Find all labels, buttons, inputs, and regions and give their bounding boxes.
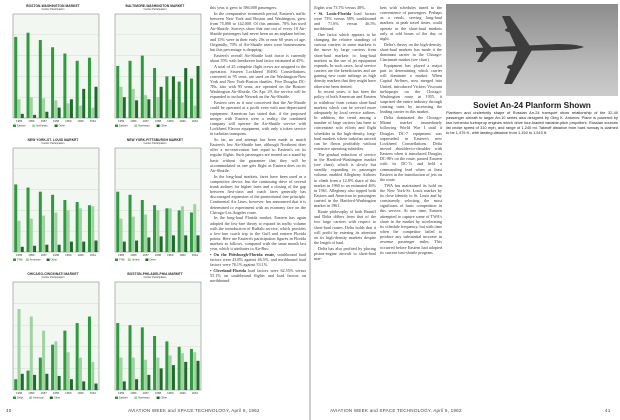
legend-label: Other: [58, 124, 66, 128]
chart-bar: [21, 374, 24, 390]
chart-bar: [76, 323, 79, 390]
chart-bar: [132, 89, 135, 118]
chart-bar: [79, 106, 82, 118]
legend-swatch: [115, 397, 118, 400]
chart-tick-label: 1960: [179, 391, 186, 395]
chart-bar: [116, 66, 119, 118]
article-paragraph: flights was 73.7% versus 48%.: [314, 5, 366, 10]
chart-bar: [156, 210, 159, 252]
chart-bar: [79, 358, 82, 390]
chart-bar: [141, 327, 144, 390]
chart-title: BALTIMORE-WASHINGTON MARKET: [125, 4, 185, 8]
chart-tick-label: 1961: [191, 391, 198, 395]
chart-bar: [30, 97, 33, 118]
chart-bar: [190, 78, 193, 118]
chart-tick-label: 1961: [89, 119, 96, 123]
chart-tick-label: 1961: [89, 391, 96, 395]
chart-bar: [27, 188, 30, 252]
chart-bar: [181, 353, 184, 390]
chart-tick-label: 1955: [118, 391, 125, 395]
chart-bar: [135, 241, 138, 252]
chart-bar: [45, 374, 48, 390]
chart-tick-label: 1959: [167, 391, 174, 395]
article-paragraph: In the long-haul markets, fares have been used as a competitive device, but the continuing drive of several trunk airlines for higher fares and a closing of the gap between first-class and coach fares generally has discouraged expansion of the promotional fare principle. Continental Air Lines, however, has announced that it is determined to experiment with an economy fare on the Chicago-Los Angeles route.: [210, 173, 306, 215]
chart-bar: [135, 379, 138, 390]
legend-label: Northeast: [138, 396, 150, 400]
chart-bar: [178, 82, 181, 118]
chart-tick-label: 1958: [154, 391, 162, 395]
legend-swatch: [157, 125, 160, 128]
chart-bar: [147, 99, 150, 118]
chart-bar: [91, 206, 94, 252]
legend-label: American: [29, 258, 41, 262]
chart-bar: [184, 235, 187, 252]
chart-bar: [63, 331, 66, 390]
legend-label: Other: [160, 124, 168, 128]
article-paragraph: Delta dominated the Chicago-Miami market immediately following World War I until it Douglas DC-7 equipment was superseded in Eastern's new Lockheed Constellations. Delta moved shoulder-to-shoulder with Eastern when it introduced Douglas DC-8Fs on the route, passed Eastern with its DC-7s and held a commanding lead when at least Eastern in the introduction of jets on the route.: [380, 115, 442, 182]
chart-bar: [165, 341, 168, 390]
chart-bar: [156, 97, 159, 118]
chart-bar: [132, 358, 135, 390]
chart-subtitle: Carrier Participation: [143, 8, 167, 11]
chart-bar: [129, 61, 132, 118]
article-paragraph: In recent years, it has been the policy of both American and Eastern to withdraw from certain short-haul markets which can be served more adequately by local service airlines. In addition, the trend among a number of large carriers has been to concentrate solo efforts and flight schedules in the high-density, long-haul markets where turbofan aircraft can be flown profitably without extensive operating subsidies.: [314, 89, 376, 151]
chart-bar: [120, 219, 123, 252]
legend-label: Eastern: [17, 124, 26, 128]
chart-tick-label: 1956: [130, 253, 137, 257]
chart-bar: [33, 375, 36, 390]
chart-bar: [123, 242, 126, 252]
chart-bar: [82, 89, 85, 118]
chart-bar: [129, 325, 132, 390]
legend-swatch: [50, 397, 53, 400]
chart-tick-label: 1956: [130, 119, 137, 123]
chart-bar: [178, 347, 181, 390]
legend-label: Eastern: [119, 396, 128, 400]
chart-bar: [144, 360, 147, 390]
chart-tick-label: 1956: [130, 391, 137, 395]
page-number-right: 41: [605, 408, 611, 413]
article-paragraph: Eastern's overall Air-Shuttle load factor is currently about 55% with breakeven load factor estimated at 45%.: [210, 52, 306, 63]
chart-tick-label: 1961: [191, 253, 198, 257]
chart-bar: [88, 317, 91, 390]
article-paragraph: Delta's theory on the high-density, short-haul markets has made it the dominant carrier in the Chicago-Cincinnati market (see chart).: [380, 41, 442, 63]
legend-swatch: [29, 397, 32, 400]
chart-bar: [120, 358, 123, 390]
legend-swatch: [157, 397, 160, 400]
chart-bar: [39, 358, 42, 390]
chart-bar: [181, 206, 184, 252]
legend-swatch: [115, 125, 118, 128]
bullet-label: • Cleveland-Florida: [210, 268, 248, 274]
article-paragraph: Eastern sees as it now conceived that the Air-Shuttle could be operated at a profit even with non-depreciated equipment. American has stated that, if the proposed merger with Eastern were a reality, the combined company will operate the Air-Shuttle service with Lockheed Electra equipment, with only a token service in turbofan transports.: [210, 100, 306, 137]
chart-bar: [88, 205, 91, 252]
chart-bar: [184, 362, 187, 390]
article-paragraph: • St. Louis-Florida load factors were 73% versus 58% southbound and 71.6% versus 46.5% northbound.: [314, 10, 376, 32]
chart: [4, 272, 102, 402]
chart-tick-label: 1955: [118, 119, 125, 123]
legend-swatch: [47, 259, 50, 262]
article-column-right-2: [380, 5, 442, 405]
chart-bar: [27, 371, 30, 390]
chart-bar: [193, 106, 196, 118]
chart-tick-label: 1960: [77, 253, 84, 257]
chart-bar: [169, 355, 172, 390]
chart-tick-label: 1960: [77, 119, 84, 123]
chart-bar: [141, 200, 144, 252]
legend-swatch: [55, 125, 58, 128]
chart-title: BOSTON-PHILADELPHIA MARKET: [127, 272, 183, 276]
chart-bar: [190, 349, 193, 390]
chart-bar: [82, 242, 85, 252]
chart-bar: [45, 112, 48, 118]
chart-bar: [144, 215, 147, 252]
legend-swatch: [32, 125, 35, 128]
chart: [106, 272, 204, 402]
chart-bar: [116, 192, 119, 252]
chart-bar: [160, 87, 163, 118]
chart-tick-label: 1959: [167, 253, 174, 257]
chart-subtitle: Carrier Participation: [143, 276, 167, 279]
legend-swatch: [26, 259, 29, 262]
chart: [106, 4, 204, 130]
article-paragraph: TWA has maintained its hold on the New York-St. Louis market by its close identity to St. Louis and by consistently selecting the most significant of basic competition in this service. At one time, Eastern attempted to capture some of TWA's share in the market by accelerating its schedule frequency, but with time when the competitor failed to produce any substantial increase in revenue passenger miles. This occurred before Eastern had adopted its current vast-shuttle program.: [380, 182, 442, 255]
chart-bar: [39, 40, 42, 118]
chart-bar: [160, 236, 163, 252]
chart-bar: [153, 68, 156, 118]
chart-title: CHICAGO-CINCINNATI MARKET: [27, 272, 79, 276]
article-paragraph: kets with schedules tuned to the convenience of passengers. Perhaps as a result, serving long-haul markets, at peak travel times, could operate in the short-haul markets only at odd hours of the day or night.: [380, 5, 442, 41]
chart-bar: [82, 381, 85, 390]
chart-bar: [18, 221, 21, 252]
chart-title: NEW YORK-PITTSBURGH MARKET: [126, 138, 184, 142]
chart-bar: [18, 99, 21, 118]
article-paragraph: In the long-haul Florida market, Eastern has again adopted the low-fare theory to expand its traffic volume with the introduction of Buffalo service, which provides a low-fare coach trip to the Gulf and eastern Florida points. Here are Eastern's participation figures in Florida markets as follows, compared with the same month last year, which it attributes to Air-Bus:: [210, 215, 306, 252]
chart-bar: [67, 210, 70, 252]
chart-bar: [129, 195, 132, 252]
chart-bar: [132, 217, 135, 252]
chart-tick-label: 1957: [40, 391, 47, 395]
chart-bar: [116, 323, 119, 390]
chart-bar: [51, 47, 54, 118]
chart: [4, 138, 102, 264]
legend-label: Other: [160, 396, 168, 400]
chart-subtitle: Carrier Participation: [143, 142, 167, 145]
chart-bar: [196, 361, 199, 390]
chart-bar: [160, 368, 163, 390]
chart-bar: [67, 103, 70, 118]
chart-bar: [58, 245, 61, 252]
chart-plot: [4, 138, 102, 264]
legend-swatch: [134, 397, 137, 400]
aircraft-silhouette: [476, 16, 584, 84]
chart-bar: [172, 235, 175, 252]
chart-bar: [165, 76, 168, 118]
chart-tick-label: 1958: [52, 253, 60, 257]
chart-bar: [88, 58, 91, 118]
chart-bar: [94, 384, 97, 390]
chart-bar: [153, 336, 156, 390]
legend-swatch: [134, 125, 137, 128]
bullet-label: • St. Louis-Florida: [314, 10, 355, 16]
chart-bar: [39, 192, 42, 252]
chart-tick-label: 1960: [179, 119, 186, 123]
chart-plot: [4, 272, 102, 402]
chart-bar: [21, 114, 24, 118]
chart-subtitle: Carrier Participation: [41, 142, 65, 145]
chart-tick-label: 1961: [89, 253, 96, 257]
chart-bar: [76, 202, 79, 252]
chart-bar: [76, 61, 79, 118]
chart-bar: [169, 99, 172, 118]
chart-bar: [45, 245, 48, 252]
chart-bar: [33, 246, 36, 252]
chart-bar: [70, 99, 73, 118]
chart-bar: [54, 341, 57, 390]
chart-bar: [54, 212, 57, 252]
chart-bar: [14, 184, 17, 252]
article-paragraph: One factor which appears to be changing the relative standings of various carriers in some markets is the move by large carriers from short-haul markets to long-haul markets as the use of jet equipment expands. In such cases, local service carriers are the beneficiaries and are gaining new route mileage as high density markets that they might have otherwise been denied.: [314, 31, 376, 89]
chart-bar: [147, 375, 150, 390]
chart-bar: [196, 66, 199, 118]
chart-bar: [33, 115, 36, 118]
chart-bar: [147, 237, 150, 252]
article-paragraph: • Cleveland-Florida load factors were 62.55% versus 55.1% on southbound flights and load factors on northbound: [210, 268, 306, 284]
chart-bar: [196, 235, 199, 252]
legend-label: United: [131, 258, 140, 262]
chart-bar: [181, 102, 184, 118]
chart-bar: [169, 208, 172, 252]
chart-bar: [21, 247, 24, 252]
chart-bar: [91, 362, 94, 390]
chart-tick-label: 1955: [118, 253, 125, 257]
chart-bar: [123, 97, 126, 118]
chart-tick-label: 1955: [16, 253, 23, 257]
chart-bar: [67, 352, 70, 390]
chart-bar: [30, 317, 33, 390]
chart: [4, 4, 102, 130]
photo-caption: Planform and underbelly shape of Russian An-24 transport show relationship of the 32-40 passenger aircraft to larger An-10 series also designed by Oleg K. Antonov. Plane is powered by two Ivchenko turboprop engines which drive four-bladed variable-pitch propellers. Russian sources list cruise speed of 310 mph, and range of 1,240 mi. Takeoff distance from hard runway is claimed to be 1,475 ft., with landing distance from 1,150 to 1,510 ft.: [446, 110, 618, 135]
chart-bar: [135, 100, 138, 118]
chart-tick-label: 1959: [65, 253, 72, 257]
an-24-aircraft-photo: [446, 4, 618, 96]
chart-bar: [172, 76, 175, 118]
chart-tick-label: 1957: [142, 119, 149, 123]
chart-subtitle: Carrier Participation: [41, 276, 65, 279]
chart-bar: [51, 195, 54, 252]
page-footer-left: AVIATION WEEK and SPACE TECHNOLOGY, April 9, 1962: [128, 408, 260, 413]
legend-label: Delta: [17, 396, 24, 400]
chart-bar: [63, 200, 66, 252]
bullet-label: • On the Pittsburgh-Florida route,: [210, 252, 278, 258]
chart-bar: [42, 216, 45, 252]
chart-bar: [79, 208, 82, 252]
chart-plot: [106, 4, 204, 130]
chart-bar: [42, 331, 45, 390]
article-paragraph: Route philosophy of both Braniff and Delta differs from that of the two large carriers with respect to short-haul routes. Delta holds that it will profit by entering its attention on its high-density markets despite the length of haul.: [314, 209, 376, 245]
chart-subtitle: Carrier Participation: [41, 8, 65, 11]
chart-tick-label: 1957: [40, 253, 47, 257]
chart-bar: [190, 212, 193, 252]
article-paragraph: A total of 25 complete flight crews are assigned to the operation. Sixteen Lockheed 1049G Constellations, converted to 95 seats, are used on the Washington-New York and New York-Boston shuttles. Five Douglas DC-7Bs, also with 95 seats, are operated on the Boston-Washington Air-Shuttle. On Apr. 29, the service will be expanded to include Newark on the Air-Shuttle.: [210, 63, 306, 100]
legend-label: Northeast: [138, 124, 150, 128]
legend-swatch: [13, 397, 16, 400]
legend-label: Eastern: [119, 124, 128, 128]
chart-plot: [4, 4, 102, 130]
legend-label: TWA: [119, 258, 125, 262]
chart-tick-label: 1961: [191, 119, 198, 123]
chart-bar: [156, 358, 159, 390]
article-paragraph: The gradual reduction of service in the Hartford-Washington market (see chart), which is slowly but steadily expanding in passenger volume, enabled Allegheny Airlines to climb from a 12.8% share of this market in 1960 to an estimated 46% in 1961. Allegheny also topped both Eastern and American in passengers carried in the Hartford-Washington market in 1961.: [314, 151, 376, 209]
chart-tick-label: 1956: [28, 391, 35, 395]
chart-bar: [153, 205, 156, 252]
chart-bar: [14, 37, 17, 118]
chart-tick-label: 1958: [52, 391, 60, 395]
chart-tick-label: 1960: [77, 391, 84, 395]
chart-bar: [70, 242, 73, 252]
chart-tick-label: 1958: [52, 119, 60, 123]
photo-headline: Soviet An-24 Planform Shown: [473, 100, 591, 110]
chart-tick-label: 1957: [142, 391, 149, 395]
article-column-left: [210, 5, 306, 405]
legend-swatch: [13, 259, 16, 262]
chart-tick-label: 1959: [167, 119, 174, 123]
article-paragraph: So far, no real attempt has been made to match Eastern's low Air-Shuttle fare, although Northeast does offer a no-reservation fare equal to Eastern's on its regular flights. Such passengers are treated on a stand-by basis without the guarantee that they will be accommodated as one gets flight as Eastern does on its Air-Shuttle.: [210, 136, 306, 173]
page-number-left: 40: [6, 408, 12, 413]
chart-bar: [178, 210, 181, 252]
article-paragraph: this year, it grew to 586,000 passengers.: [210, 5, 278, 10]
chart-bar: [58, 108, 61, 118]
chart-tick-label: 1955: [16, 391, 23, 395]
article-paragraph: Equipment has played a major part in determining which carrier will dominate a market. When Capital Airlines, now merged into United, introduced Vickers Viscount turboprops on the Chicago-Washington route in 1955, it surprised the entire industry through causing rates by increasing the leading carrier in this market.: [380, 62, 442, 115]
legend-swatch: [145, 259, 148, 262]
chart-tick-label: 1959: [65, 391, 72, 395]
article-paragraph: In the comparative twomonth period, Eastern's traffic between New York and Boston and Washington, grew from 75,000 to 142,000. Of this amount, 70% has used Air-Shuttle. Surveys show that one out of every 10 Air-Shuttle passengers had never been on an airplane before, and 15% were in their early 20s or near 60 years of age. Originally, 70% of Air-Shuttle users were businessmen, but this percentage is dropping.: [210, 10, 306, 52]
chart-bar: [70, 379, 73, 390]
chart-bar: [58, 376, 61, 390]
chart-bar: [54, 100, 57, 118]
chart-bar: [141, 56, 144, 118]
chart-bar: [42, 98, 45, 118]
chart-tick-label: 1960: [179, 253, 186, 257]
chart: [106, 138, 204, 264]
chart-bar: [172, 365, 175, 390]
article-paragraph: • On the Pittsburgh-Florida route, southbound load factors were 43.8% against 46.5%, and northbound load factors were 76.1% against 53.1%.: [210, 252, 306, 268]
article-column-right-1: [314, 5, 376, 405]
chart-tick-label: 1955: [16, 119, 23, 123]
chart-tick-label: 1957: [40, 119, 47, 123]
chart-title: BOSTON-WASHINGTON MARKET: [26, 4, 80, 8]
chart-bar: [51, 345, 54, 390]
chart-bar: [120, 87, 123, 118]
chart-bar: [30, 219, 33, 252]
chart-bar: [144, 95, 147, 118]
chart-bar: [123, 381, 126, 390]
chart-tick-label: 1958: [154, 119, 162, 123]
legend-label: Other: [149, 258, 156, 262]
chart-plot: [106, 272, 204, 402]
chart-bar: [91, 108, 94, 118]
chart-tick-label: 1957: [142, 253, 149, 257]
legend-label: Other: [53, 396, 61, 400]
legend-swatch: [13, 125, 16, 128]
chart-tick-label: 1958: [154, 253, 162, 257]
chart-tick-label: 1956: [28, 253, 35, 257]
chart-bar: [193, 204, 196, 252]
legend-label: American: [33, 396, 44, 400]
chart-bar: [18, 309, 21, 390]
chart-plot: [106, 138, 204, 264]
legend-swatch: [128, 259, 131, 262]
chart-bar: [14, 379, 17, 390]
legend-label: Northeast: [36, 124, 48, 128]
chart-bar: [27, 33, 30, 118]
chart-bar: [94, 241, 97, 252]
chart-tick-label: 1959: [65, 119, 72, 123]
chart-bar: [165, 208, 168, 252]
chart-tick-label: 1956: [28, 119, 35, 123]
chart-bar: [63, 54, 66, 118]
chart-bar: [94, 87, 97, 118]
chart-title: NEW YORK-ST. LOUIS MARKET: [27, 138, 79, 142]
chart-bar: [193, 352, 196, 390]
page-footer-right: AVIATION WEEK and SPACE TECHNOLOGY, April 9, 1962: [330, 408, 462, 413]
article-paragraph: Delta has also profited by placing piston-engine aircraft to short-haul mar-: [314, 245, 376, 262]
chart-bar: [184, 68, 187, 118]
legend-label: TWA: [17, 258, 23, 262]
legend-swatch: [115, 259, 118, 262]
legend-label: Other: [50, 258, 58, 262]
